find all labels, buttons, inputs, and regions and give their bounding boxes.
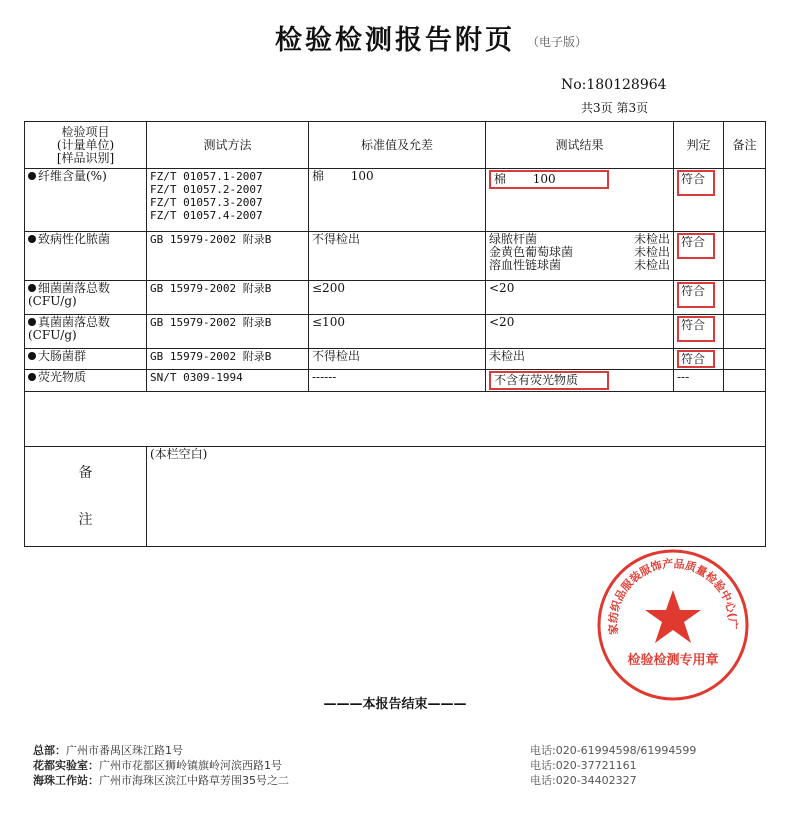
official-stamp bbox=[596, 548, 750, 702]
col-header-remark: 备注 bbox=[724, 122, 766, 169]
result-cell bbox=[486, 232, 674, 281]
method-cell: GB 15979-2002 附录B bbox=[147, 281, 309, 315]
result-cell: 未检出 bbox=[486, 349, 674, 370]
verdict-cell bbox=[674, 315, 724, 349]
table-row bbox=[25, 169, 766, 232]
item-unit: (CFU/g) bbox=[28, 294, 77, 308]
verdict-cell bbox=[674, 169, 724, 232]
page-title: 检验检测报告附页 bbox=[275, 25, 515, 56]
verdict-value: 符合 bbox=[677, 316, 715, 342]
standard-cell bbox=[309, 169, 486, 232]
item-name: 荧光物质 bbox=[38, 370, 87, 384]
verdict-cell bbox=[674, 232, 724, 281]
verdict-value: 符合 bbox=[677, 282, 715, 308]
verdict-cell bbox=[674, 281, 724, 315]
report-title-block bbox=[0, 18, 790, 57]
table-row bbox=[25, 315, 766, 349]
item-name: 细菌菌落总数 bbox=[38, 281, 111, 295]
standard-cell: 不得检出 bbox=[309, 349, 486, 370]
result-value: 不含有荧光物质 bbox=[489, 371, 609, 390]
table-row bbox=[25, 281, 766, 315]
footer-office-addr: 广州市海珠区滨江中路草芳围35号之二 bbox=[99, 774, 289, 787]
footer-hq-phone: 电话:020-61994598/61994599 bbox=[530, 744, 697, 757]
remarks-label-top: 备 bbox=[78, 464, 93, 481]
remarks-label-cell bbox=[25, 447, 147, 547]
footer-lab bbox=[33, 758, 289, 773]
footer-lab-phone: 电话:020-37721161 bbox=[530, 759, 637, 772]
col-header-result: 测试结果 bbox=[486, 122, 674, 169]
result-value: 未检出 bbox=[633, 258, 670, 272]
bullet-icon bbox=[28, 235, 36, 243]
table-row bbox=[25, 370, 766, 392]
table-header-row bbox=[25, 122, 766, 169]
result-cell bbox=[486, 370, 674, 392]
remarks-row bbox=[25, 447, 766, 547]
method-line: FZ/T 01057.1-2007 bbox=[150, 170, 263, 183]
footer-office bbox=[33, 773, 289, 788]
result-value: 棉 100 bbox=[489, 170, 609, 189]
report-number: No:180128964 bbox=[561, 77, 667, 93]
verdict-value: 符合 bbox=[677, 350, 715, 368]
table-row bbox=[25, 232, 766, 281]
standard-cell: ≤100 bbox=[309, 315, 486, 349]
standard-value: 棉 100 bbox=[312, 169, 374, 183]
footer-hq-label: 总部： bbox=[33, 744, 66, 757]
result-value: 未检出 bbox=[633, 232, 670, 246]
col-header-item bbox=[25, 122, 147, 169]
remarks-text: (本栏空白) bbox=[150, 447, 208, 461]
item-cell bbox=[25, 281, 147, 315]
result-value: 未检出 bbox=[633, 245, 670, 259]
footer-office-label: 海珠工作站： bbox=[33, 774, 99, 787]
empty-cell bbox=[25, 392, 766, 447]
col-header-item-l2: (计量单位) bbox=[56, 137, 115, 152]
result-name: 绿脓杆菌 bbox=[489, 232, 538, 246]
item-cell bbox=[25, 169, 147, 232]
stamp-seal-text: 检验检测专用章 bbox=[627, 653, 719, 668]
footer-lab-label: 花都实验室： bbox=[33, 759, 99, 772]
standard-cell: 不得检出 bbox=[309, 232, 486, 281]
item-cell bbox=[25, 349, 147, 370]
verdict-value: 符合 bbox=[677, 233, 715, 259]
standard-cell: ≤200 bbox=[309, 281, 486, 315]
col-header-method: 测试方法 bbox=[147, 122, 309, 169]
remark-cell bbox=[724, 349, 766, 370]
remark-cell bbox=[724, 315, 766, 349]
test-results-table bbox=[24, 121, 766, 547]
result-name: 溶血性链球菌 bbox=[489, 258, 562, 272]
page-info: 共3页 第3页 bbox=[581, 101, 649, 115]
bullet-icon bbox=[28, 373, 36, 381]
footer-lab-addr: 广州市花都区狮岭镇旗岭河滨西路1号 bbox=[99, 759, 282, 772]
remark-cell bbox=[724, 370, 766, 392]
report-end-text: ———本报告结束——— bbox=[323, 697, 467, 712]
method-cell: GB 15979-2002 附录B bbox=[147, 315, 309, 349]
table-row bbox=[25, 349, 766, 370]
method-cell: SN/T 0309-1994 bbox=[147, 370, 309, 392]
remark-cell bbox=[724, 232, 766, 281]
remarks-text-cell bbox=[147, 447, 766, 547]
col-header-item-l1: 检验项目 bbox=[61, 124, 110, 139]
item-name: 真菌菌落总数 bbox=[38, 315, 111, 329]
method-line: FZ/T 01057.2-2007 bbox=[150, 183, 263, 196]
result-cell: <20 bbox=[486, 315, 674, 349]
verdict-cell: --- bbox=[674, 370, 724, 392]
bullet-icon bbox=[28, 318, 36, 326]
method-line: FZ/T 01057.4-2007 bbox=[150, 209, 263, 222]
item-name: 大肠菌群 bbox=[38, 349, 87, 363]
footer-hq bbox=[33, 743, 289, 758]
item-name: 纤维含量(%) bbox=[38, 169, 107, 183]
empty-row bbox=[25, 392, 766, 447]
item-cell bbox=[25, 232, 147, 281]
item-name: 致病性化脓菌 bbox=[38, 232, 111, 246]
result-cell: <20 bbox=[486, 281, 674, 315]
remark-cell bbox=[724, 169, 766, 232]
stamp-svg bbox=[596, 548, 750, 702]
result-cell bbox=[486, 169, 674, 232]
verdict-value: 符合 bbox=[677, 170, 715, 196]
bullet-icon bbox=[28, 284, 36, 292]
footer-hq-addr: 广州市番禺区珠江路1号 bbox=[66, 744, 183, 757]
item-unit: (CFU/g) bbox=[28, 328, 77, 342]
method-cell: GB 15979-2002 附录B bbox=[147, 349, 309, 370]
method-cell: GB 15979-2002 附录B bbox=[147, 232, 309, 281]
result-name: 金黄色葡萄球菌 bbox=[489, 245, 574, 259]
remarks-label-bottom: 注 bbox=[78, 511, 93, 528]
star-icon bbox=[645, 590, 701, 643]
bullet-icon bbox=[28, 352, 36, 360]
bullet-icon bbox=[28, 172, 36, 180]
footer-phones bbox=[530, 743, 696, 788]
footer-addresses bbox=[33, 743, 289, 788]
verdict-cell bbox=[674, 349, 724, 370]
result-line bbox=[489, 259, 670, 272]
footer-office-phone: 电话:020-34402327 bbox=[530, 774, 637, 787]
method-cell bbox=[147, 169, 309, 232]
remark-cell bbox=[724, 281, 766, 315]
edition-label: （电子版） bbox=[527, 35, 588, 49]
item-cell bbox=[25, 370, 147, 392]
method-line: FZ/T 01057.3-2007 bbox=[150, 196, 263, 209]
col-header-verdict: 判定 bbox=[674, 122, 724, 169]
standard-cell: ------ bbox=[309, 370, 486, 392]
stamp-org-name: 家纺织品服装服饰产品质量检验中心(广 bbox=[606, 557, 740, 636]
col-header-item-l3: [样品识别] bbox=[56, 150, 115, 165]
item-cell bbox=[25, 315, 147, 349]
col-header-standard: 标准值及允差 bbox=[309, 122, 486, 169]
